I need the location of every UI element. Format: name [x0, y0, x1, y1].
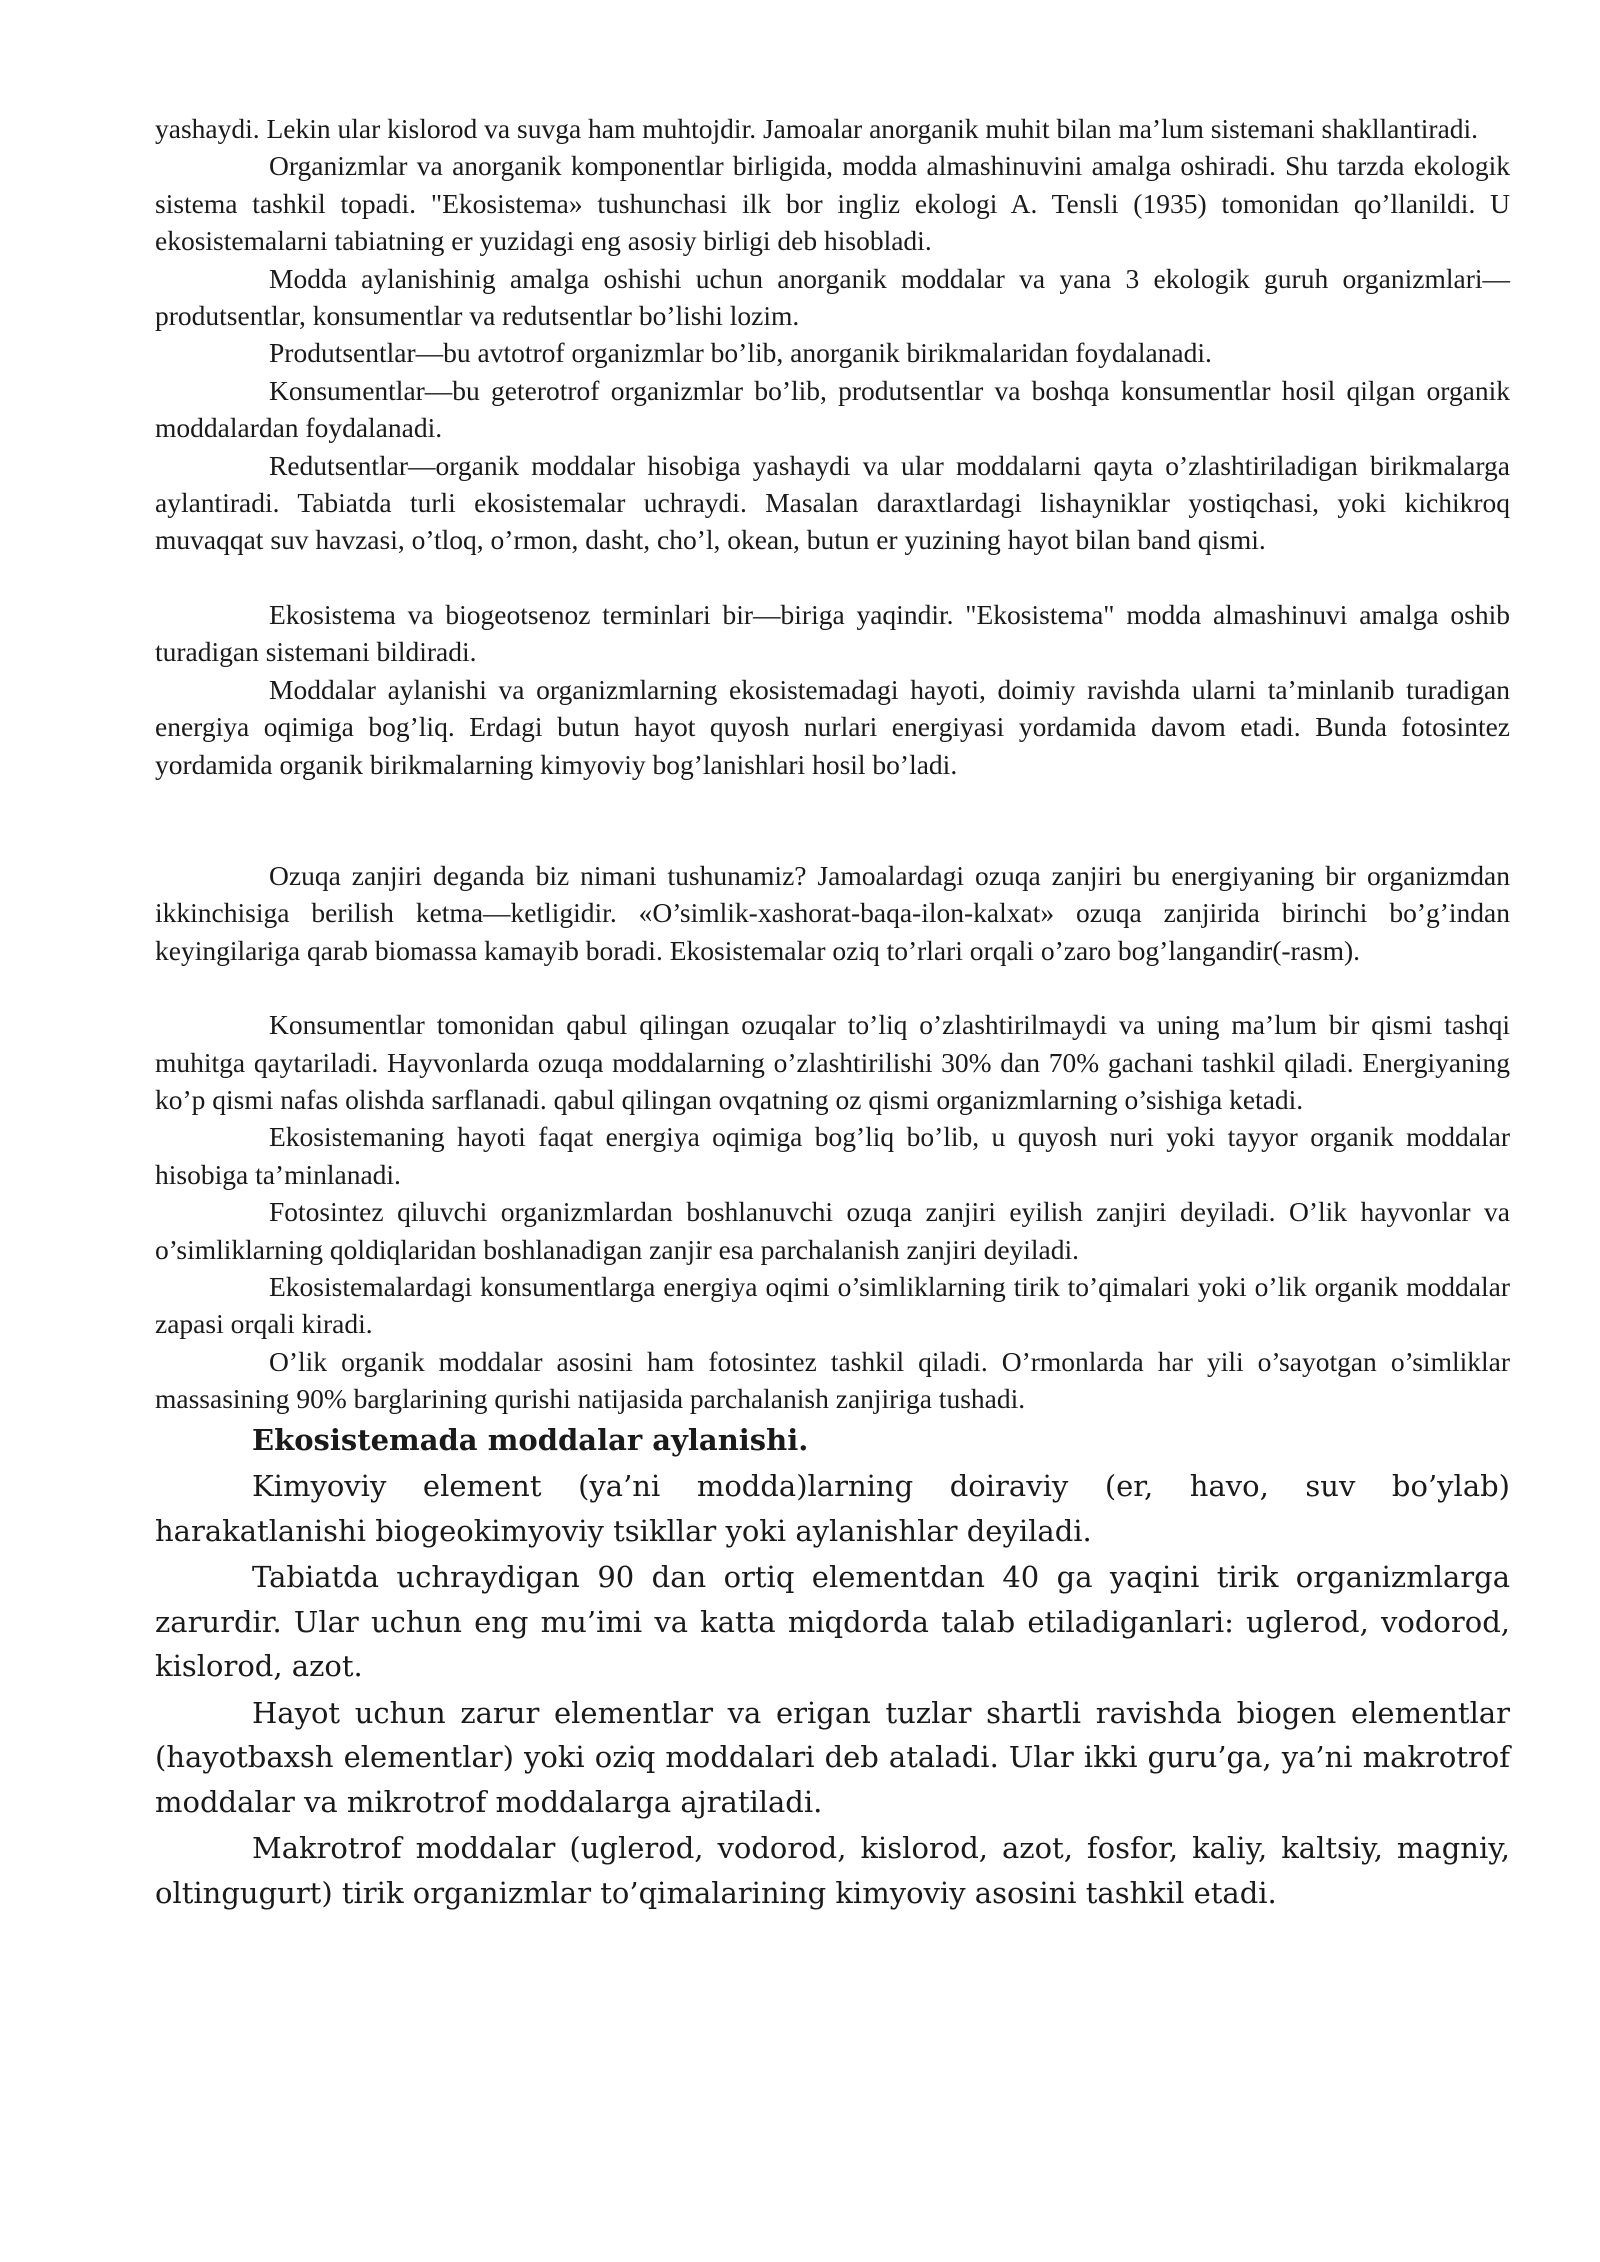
paragraph: yashaydi. Lekin ular kislorod va suvga ham muhtojdir. Jamoalar anorganik muhit bilan ma’lum sistemani shakllantiradi. — [155, 113, 1479, 144]
paragraph: Kimyoviy element (ya’ni modda)larning doiraviy (er, havo, suv bo’ylab) harakatlanishi biogeokimyoviy tsikllar yoki aylanishlar deyiladi. — [155, 1469, 1510, 1548]
paragraph: Hayot uchun zarur elementlar va erigan tuzlar shartli ravishda biogen elementlar (hayotbaxsh elementlar) yoki oziq moddalari deb ataladi. Ular ikki guru’ga, ya’ni makrotrof moddalar va mikrotrof moddalarga ajratiladi. — [155, 1695, 1510, 1819]
paragraph: Modda aylanishinig amalga oshishi uchun anorganik moddalar va yana 3 ekologik guruh organizmlari—produtsentlar, konsumentlar va redutsentlar bo’lishi lozim. — [155, 262, 1510, 332]
paragraph: Ekosistemalardagi konsumentlarga energiya oqimi o’simliklarning tirik to’qimalari yoki o’lik organik moddalar zapasi orqali kiradi. — [155, 1270, 1510, 1340]
paragraph: Produtsentlar—bu avtotrof organizmlar bo’lib, anorganik birikmalaridan foydalanadi. — [269, 337, 1212, 369]
paragraph: Ekosistemaning hayoti faqat energiya oqimiga bog’liq bo’lib, u quyosh nuri yoki tayyor organik moddalar hisobiga ta’minlanadi. — [155, 1121, 1510, 1190]
paragraph: Ozuqa zanjiri deganda biz nimani tushunamiz? Jamoalardagi ozuqa zanjiri bu energiyaning bir organizmdan ikkinchisiga berilish ketma—ketligidir. «O’simlik-xashorat-baqa-ilon-kalxat» ozuqa zanjirida birinchi bo’g’indan keyingilariga qarab biomassa kamayib boradi. Ekosistemalar oziq to’rlari orqali o’zaro bog’langandir(-rasm). — [155, 859, 1510, 966]
paragraph: Konsumentlar—bu geterotrof organizmlar bo’lib, produtsentlar va boshqa konsumentlar hosil qilgan organik moddalardan foydalanadi. — [155, 374, 1510, 444]
text-block-ecosystem — [155, 110, 1510, 1418]
paragraph: Tabiatda uchraydigan 90 dan ortiq elementdan 40 ga yaqini tirik organizmlarga zarurdir. Ular uchun eng mu’imi va katta miqdorda talab etiladiganlari: uglerod, vodorod, kislorod, azot. — [155, 1560, 1510, 1684]
section-heading: Ekosistemada moddalar aylanishi. — [252, 1422, 809, 1457]
paragraph: Moddalar aylanishi va organizmlarning ekosistemadagi hayoti, doimiy ravishda ularni ta’minlanib turadigan energiya oqimiga bog’liq. Erdagi butun hayot quyosh nurlari energiyasi yordamida davom etadi. Bunda fotosintez yordamida organik birikmalarning kimyoviy bog’lanishlari hosil bo’ladi. — [155, 673, 1510, 780]
paragraph: Fotosintez qiluvchi organizmlardan boshlanuvchi ozuqa zanjiri eyilish zanjiri deyiladi. O’lik hayvonlar va o’simliklarning qoldiqlaridan boshlanadigan zanjir esa parchalanish zanjiri deyiladi. — [155, 1196, 1510, 1265]
paragraph: Ekosistema va biogeotsenoz terminlari bir—biriga yaqindir. "Ekosistema" modda almashinuvi amalga oshib turadigan sistemani bildiradi. — [155, 598, 1510, 668]
paragraph: O’lik organik moddalar asosini ham fotosintez tashkil qiladi. O’rmonlarda har yili o’sayotgan o’simliklar massasining 90% barglarining qurishi natijasida parchalanish zanjiriga tushadi. — [155, 1345, 1510, 1415]
paragraph: Makrotrof moddalar (uglerod, vodorod, kislorod, azot, fosfor, kaliy, kaltsiy, magniy, oltingugurt) tirik organizmlar to’qimalarining kimyoviy asosini tashkil etadi. — [155, 1831, 1510, 1910]
blank-line — [155, 783, 1510, 857]
document-page — [155, 110, 1510, 1915]
paragraph: Redutsentlar—organik moddalar hisobiga yashaydi va ular moddalarni qayta o’zlashtiriladigan birikmalarga aylantiradi. Tabiatda turli ekosistemalar uchraydi. Masalan daraxtlardagi lishayniklar yostiqchasi, yoki kichikroq muvaqqat suv havzasi, o’tloq, o’rmon, dasht, cho’l, okean, butun er yuzining hayot bilan band qismi. — [155, 449, 1510, 556]
blank-line — [155, 969, 1510, 1006]
paragraph: Konsumentlar tomonidan qabul qilingan ozuqalar to’liq o’zlashtirilmaydi va uning ma’lum bir qismi tashqi muhitga qaytariladi. Hayvonlarda ozuqa moddalarning o’zlashtirilishi 30% dan 70% gachani tashkil qiladi. Energiyaning ko’p qismi nafas olishda sarflanadi. qabul qilingan ovqatning oz qismi organizmlarning o’sishiga ketadi. — [155, 1009, 1510, 1115]
paragraph: Organizmlar va anorganik komponentlar birligida, modda almashinuvini amalga oshiradi. Shu tarzda ekologik sistema tashkil topadi. "Ekosistema» tushunchasi ilk bor ingliz ekologi A. Tensli (1935) tomonidan qo’llanildi. U ekosistemalarni tabiatning er yuzidagi eng asosiy birligi deb hisobladi. — [155, 150, 1510, 257]
blank-line — [155, 559, 1510, 596]
section-nutrient-cycle — [155, 1418, 1510, 1916]
